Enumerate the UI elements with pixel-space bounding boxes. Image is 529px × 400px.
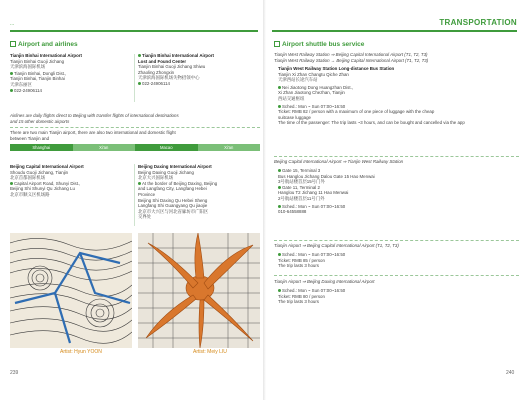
bus-icon <box>274 41 280 47</box>
page-number-right: 240 <box>506 370 515 376</box>
location-pin-icon <box>10 72 13 75</box>
clock-icon <box>278 105 281 108</box>
clock-icon <box>278 205 281 208</box>
schedule-block-3: Sched.: Mon ~ Sun 07:00~16:50 Ticket: RMB 85 / person The trip lasts 3 hours <box>278 252 346 269</box>
shuttle-intro: Tianjin West Railway Station ⇒ Beijing Capital International Airport (T1, T2, T3) Tianjin West Railway Station → Beijing Capital International Airport (T1, T2, T3) <box>274 52 429 63</box>
location-pin-icon <box>138 182 141 185</box>
clock-icon <box>278 253 281 256</box>
page-number-left: 239 <box>10 370 19 376</box>
dashed-divider <box>274 156 519 157</box>
station-block: Tianjin West Railway Station Long-distance Bus Station Tianjin Xi Zhan Changtu Qiche Zhan 天津西站长途汽车站 Nei Jiaotong Dong Huangzhan Dist., Xi Zhan Jiaotong Chezhan, Tianjin 西站交通枢纽 Sched.: Mon ~ Sun 07:00~16:50 Ticket: RMB 82 / person with a maximum of one piece of luggage with the cheap suitcase luggage The time of the passenger: The trip lasts ~3 hours, and can be bought and cancelled via the app <box>278 66 465 126</box>
location-pin-icon <box>278 86 281 89</box>
phone-icon <box>10 89 13 92</box>
location-pin-icon <box>10 182 13 185</box>
right-page <box>266 0 529 400</box>
section-title-airports: Airport and airlines <box>10 41 78 48</box>
subsection-tianjin-airport-daxing: Tianjin Airport ⇒ Beijing Daxing International Airport <box>274 279 375 284</box>
artwork-yoon-illustration <box>10 233 132 348</box>
airline-note: Airlines are daily flights direct to Beijing with transfer flights of international destinations and 15 other domestic airports <box>10 113 179 124</box>
table-cell: Xi'an <box>73 144 136 151</box>
schedule-block-4: Sched.: Mon ~ Sun 07:00~16:50 Ticket: RMB 80 / person The trip lasts 3 hours <box>278 288 346 305</box>
artwork-yoon <box>10 233 132 348</box>
destination-table <box>10 144 260 151</box>
phone-icon <box>138 82 141 85</box>
subsection-tianjin-airport-capital: Tianjin Airport ⇒ Beijing Capital International Airport (T1, T2, T3) <box>274 243 399 248</box>
dashed-divider <box>274 240 519 241</box>
column-divider <box>134 164 135 226</box>
artwork-caption-yoon: Artist: Hyun YOON <box>60 349 102 355</box>
clock-icon <box>278 289 281 292</box>
location-pin-icon <box>278 186 281 189</box>
tianjin-airport-block: Tianjin Binhai International Airport Tianjin Binhai Guoji Jichang 天津滨海国际机场 Tianjin Binhai, Dongli Dist., Tianjin Binhai, Tianjin Binhai 天津东丽区 022-24906114 <box>10 53 82 93</box>
location-pin-icon <box>278 169 281 172</box>
subsection-airport-to-tianjin: Beijing Capital International Airport ⇒ Tianjin West Railway Station <box>274 159 404 164</box>
dashed-divider <box>10 127 260 128</box>
column-divider <box>134 54 135 102</box>
airline-note-2: There are two main Tianjin airport, there are also two international and domestic flight between Tianjin and <box>10 130 176 141</box>
table-cell: Macao <box>135 144 198 151</box>
plane-icon <box>10 41 16 47</box>
artwork-liu-illustration <box>138 233 260 348</box>
artwork-liu <box>138 233 260 348</box>
beijing-daxing-block: Beijing Daxing International Airport Beijing Daxing Guoji Jichang 北京大兴国际机场 At the border of Beijing Daxing, Beijing and Langfang City, Langfang Hebei Province Beijing Shi Daxing Qu Hebei Sheng Langfang Shi Guangyang Qu jiaojie 北京市大兴区与河北省廊坊市广阳区 交界处 <box>138 164 218 220</box>
lost-found-block: Tianjin Binhai International Airport Lost and Found Center Tianjin Binhai Guoji Jichang Shiwu Zhaoling Zhongxin 天津滨海国际机场失物招领中心 022-24906114 <box>138 53 214 86</box>
dashed-divider <box>274 275 519 276</box>
section-header: TRANSPORTATION <box>439 18 517 27</box>
top-rule <box>272 30 517 32</box>
top-rule <box>10 30 258 32</box>
gates-block: Gate 15, Terminal 3 Bus Hanglou Jichang Dalou Gate 15 Hao Menwai 3号航站楼首层15号门外 Gate 11, Terminal 2 Hanglou T2 Jichang 11 Hao Menwai 2号航站楼首层11号门外 Sched.: Mon ~ Sun 07:00~16:50 010-64558888 <box>278 168 375 215</box>
header-mark: ... <box>10 21 15 27</box>
left-page <box>0 0 264 400</box>
table-cell: Xi'an <box>198 144 261 151</box>
info-icon <box>138 54 141 57</box>
table-cell: Shanghai <box>10 144 73 151</box>
artwork-caption-liu: Artist: Meiy LIU <box>193 349 227 355</box>
section-title-shuttle: Airport shuttle bus service <box>274 41 364 48</box>
beijing-capital-block: Beijing Capital International Airport Shoudu Guoji Jichang, Tianjin 北京首都国际机场 Capital Airport Road, Shunyi Dist., Beijing Shi Shunyi Qu Jichang Lu 北京市顺义区机场路 <box>10 164 84 197</box>
